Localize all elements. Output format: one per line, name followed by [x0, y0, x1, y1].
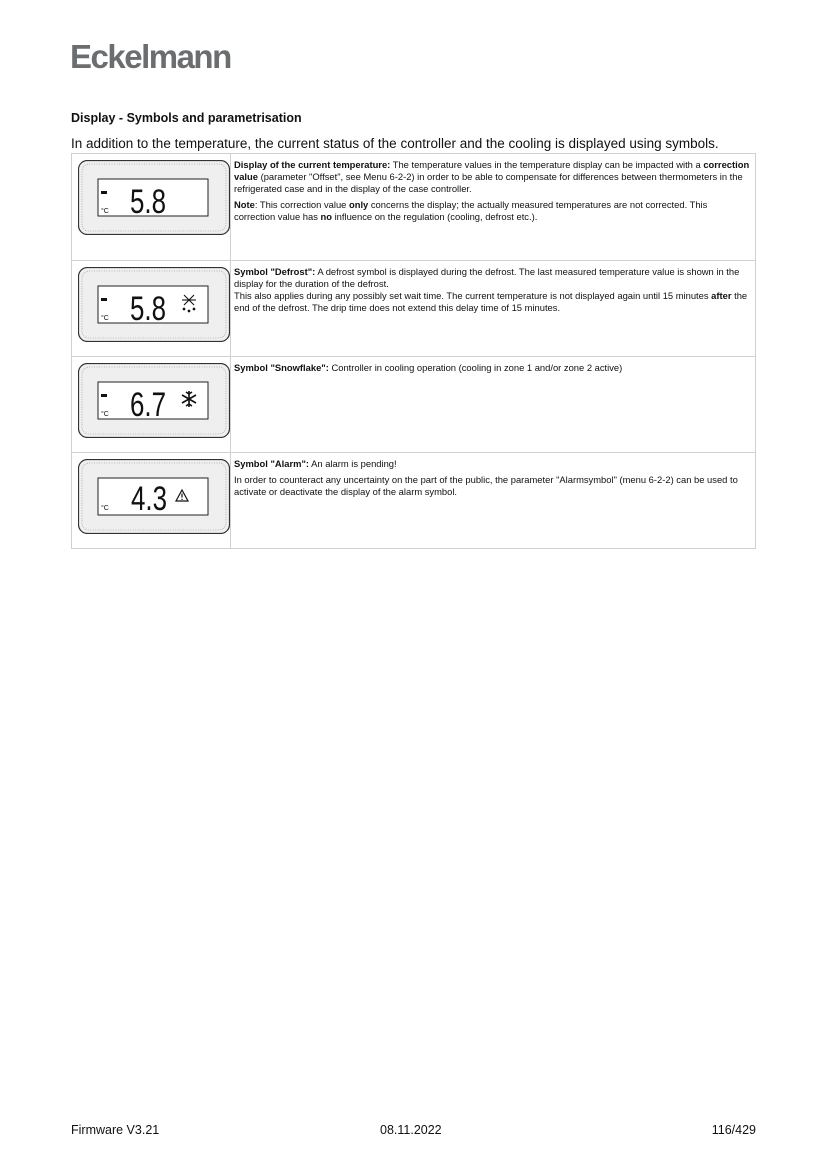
description-paragraph — [234, 362, 751, 374]
description-text: A defrost symbol is displayed during the defrost. The last measured temperature value is shown in the display for the duration of the defrost. — [234, 266, 740, 289]
display-cell — [72, 261, 231, 357]
description-cell — [231, 261, 756, 357]
description-title: Symbol "Snowflake": — [234, 362, 329, 373]
lcd-display-temperature — [78, 160, 230, 235]
temperature-value: 6.7 — [130, 386, 166, 424]
description-text: In order to counteract any uncertainty on the part of the public, the parameter "Alarmsymbol" (menu 6-2-2) can be used to activate or deactivate the display of the alarm symbol. — [234, 474, 738, 497]
description-emphasis: no — [320, 211, 332, 222]
temperature-value: 5.8 — [130, 183, 166, 221]
minus-sign — [101, 298, 107, 301]
description-text: This also applies during any possibly set wait time. The current temperature is not displayed again until 15 minutes — [234, 290, 712, 301]
description-paragraph — [234, 474, 751, 498]
temperature-value: 5.8 — [130, 290, 166, 328]
description-text: the end of the defrost. The drip time does not extend this delay time of 15 minutes. — [234, 290, 748, 313]
minus-sign — [101, 394, 107, 397]
unit-label: °C — [101, 315, 109, 322]
description-paragraph — [234, 199, 751, 223]
footer-page-number: 116/429 — [711, 1123, 756, 1137]
description-title: Symbol "Alarm": — [234, 458, 310, 469]
description-text: (parameter "Offset", see Menu 6-2-2) in order to be able to compensate for differences between thermometers in the refrigerated case and in the display of the case controller. — [234, 171, 743, 194]
footer-firmware: Firmware V3.21 — [71, 1123, 160, 1137]
description-text: The temperature values in the temperature display can be impacted with a — [390, 159, 704, 170]
table-row — [72, 453, 756, 549]
description-text: Controller in cooling operation (cooling in zone 1 and/or zone 2 active) — [328, 362, 623, 373]
description-text: influence on the regulation (cooling, defrost etc.). — [331, 211, 538, 222]
lcd-display-snowflake — [78, 363, 230, 438]
description-paragraph — [234, 266, 751, 314]
description-title: Display of the current temperature: — [234, 159, 391, 170]
symbols-table — [71, 153, 756, 549]
description-paragraph — [234, 458, 751, 470]
description-text: concerns the display; the actually measured temperatures are not corrected. This correction value has — [234, 199, 708, 222]
unit-label: °C — [101, 208, 109, 215]
temperature-value: 4.3 — [131, 480, 167, 518]
lcd-display-alarm — [78, 459, 230, 534]
table-row — [72, 261, 756, 357]
unit-label: °C — [101, 505, 109, 512]
lcd-display-defrost — [78, 267, 230, 342]
display-cell — [72, 357, 231, 453]
description-cell — [231, 357, 756, 453]
intro-text: In addition to the temperature, the current status of the controller and the cooling is displayed using symbols. — [71, 136, 719, 151]
display-cell — [72, 154, 231, 261]
minus-sign — [101, 191, 107, 194]
description-emphasis: only — [348, 199, 369, 210]
description-paragraph — [234, 159, 751, 195]
description-cell — [231, 154, 756, 261]
unit-label: °C — [101, 411, 109, 418]
description-text: : This correction value — [254, 199, 349, 210]
table-row — [72, 357, 756, 453]
display-cell — [72, 453, 231, 549]
description-title: Symbol "Defrost": — [234, 266, 316, 277]
description-text: An alarm is pending! — [309, 458, 397, 469]
note-label: Note — [234, 199, 255, 210]
description-emphasis: after — [711, 290, 732, 301]
description-cell — [231, 453, 756, 549]
section-title: Display - Symbols and parametrisation — [71, 111, 302, 125]
footer-date: 08.11.2022 — [380, 1123, 442, 1137]
description-emphasis: correction value — [234, 159, 750, 182]
brand-logo: Eckelmann — [70, 38, 231, 75]
table-row — [72, 154, 756, 261]
